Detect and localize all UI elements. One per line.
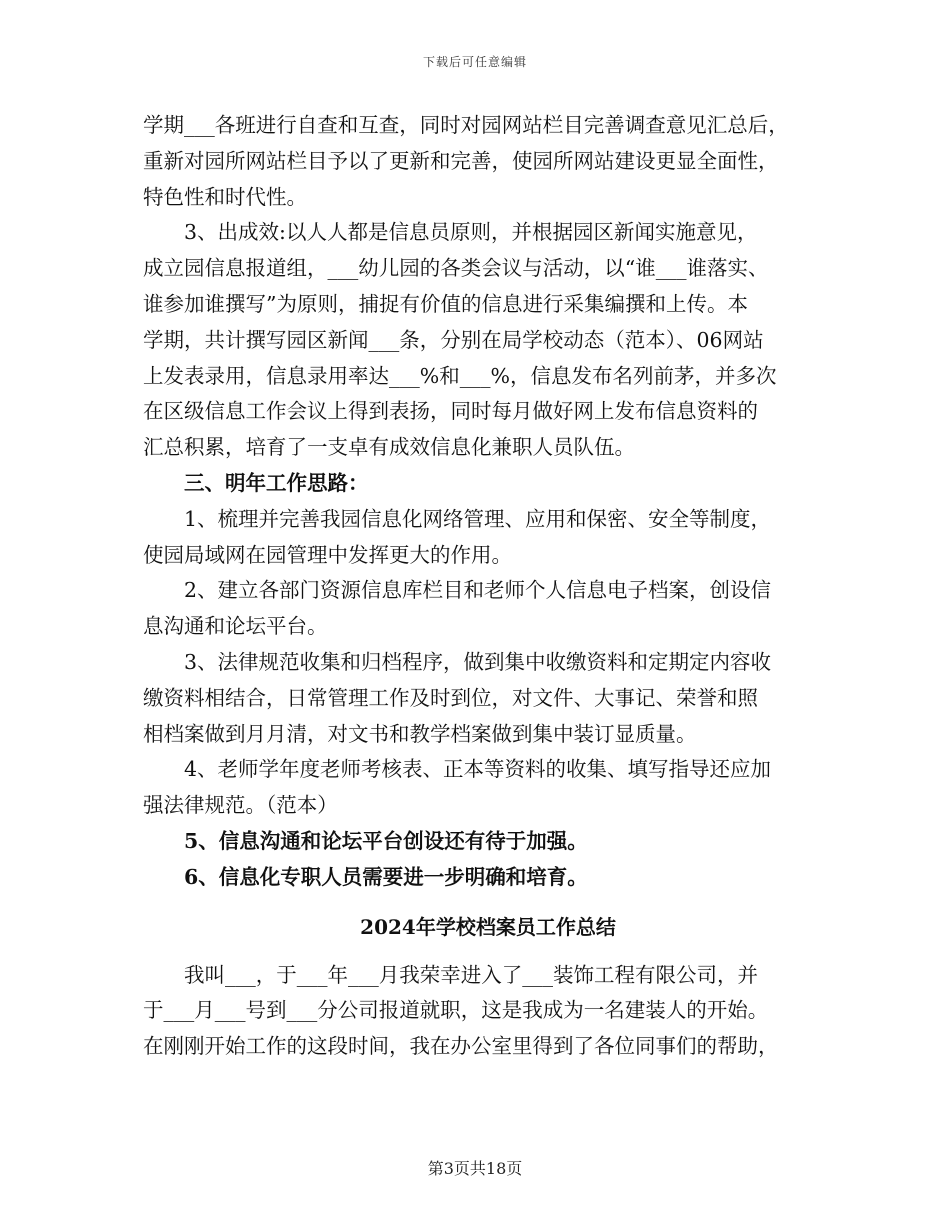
body-line: 我叫___，于___年___月我荣幸进入了___装饰工程有限公司，并 bbox=[184, 962, 758, 987]
document-title: 2024年学校档案员工作总结 bbox=[360, 914, 616, 939]
body-line: 强法律规范。（范本） bbox=[143, 793, 338, 818]
body-line: 学期，共计撰写园区新闻___条，分别在局学校动态（范本）、06网站 bbox=[143, 327, 764, 352]
body-line: 2、建立各部门资源信息库栏目和老师个人信息电子档案，创设信 bbox=[184, 578, 772, 603]
bold-item: 5、信息沟通和论坛平台创设还有待于加强。 bbox=[184, 828, 588, 853]
document-body bbox=[143, 108, 833, 1065]
body-line: 谁参加谁撰写”为原则，捕捉有价值的信息进行采集编撰和上传。本 bbox=[143, 291, 748, 316]
body-line: 学期___各班进行自查和互查，同时对园网站栏目完善调查意见汇总后， bbox=[143, 113, 789, 137]
body-line: 3、法律规范收集和归档程序，做到集中收缴资料和定期定内容收 bbox=[184, 649, 772, 674]
body-line: 在区级信息工作会议上得到表扬，同时每月做好网上发布信息资料的 bbox=[143, 399, 758, 424]
body-line: 相档案做到月月清，对文书和教学档案做到集中装订显质量。 bbox=[143, 721, 697, 746]
body-line: 缴资料相结合，日常管理工作及时到位，对文件、大事记、荣誉和照 bbox=[143, 685, 758, 710]
page-footer: 第3页共18页 bbox=[427, 1159, 523, 1178]
section-heading: 三、明年工作思路： bbox=[184, 470, 369, 495]
page-header: 下载后可任意编辑 bbox=[422, 55, 527, 69]
body-line: 3、出成效:以人人都是信息员原则，并根据园区新闻实施意见， bbox=[184, 220, 758, 245]
body-line: 重新对园所网站栏目予以了更新和完善，使园所网站建设更显全面性， bbox=[143, 148, 779, 173]
body-line: 成立园信息报道组，___幼儿园的各类会议与活动，以“谁___谁落实、 bbox=[143, 256, 769, 281]
body-line: 于___月___号到___分公司报道就职，这是我成为一名建装人的开始。 bbox=[143, 998, 769, 1023]
body-line: 上发表录用，信息录用率达___%和___%，信息发布名列前茅，并多次 bbox=[143, 363, 777, 388]
body-line: 息沟通和论坛平台。 bbox=[143, 614, 328, 639]
body-line: 4、老师学年度老师考核表、正本等资料的收集、填写指导还应加 bbox=[184, 757, 772, 782]
bold-item: 6、信息化专职人员需要进一步明确和培育。 bbox=[184, 864, 588, 889]
body-line: 1、梳理并完善我园信息化网络管理、应用和保密、安全等制度， bbox=[184, 506, 772, 531]
body-line: 在刚刚开始工作的这段时间，我在办公室里得到了各位同事们的帮助， bbox=[143, 1034, 779, 1059]
body-line: 使园局域网在园管理中发挥更大的作用。 bbox=[143, 542, 512, 567]
body-line: 特色性和时代性。 bbox=[143, 184, 307, 209]
body-line: 汇总积累，培育了一支卓有成效信息化兼职人员队伍。 bbox=[143, 435, 635, 460]
